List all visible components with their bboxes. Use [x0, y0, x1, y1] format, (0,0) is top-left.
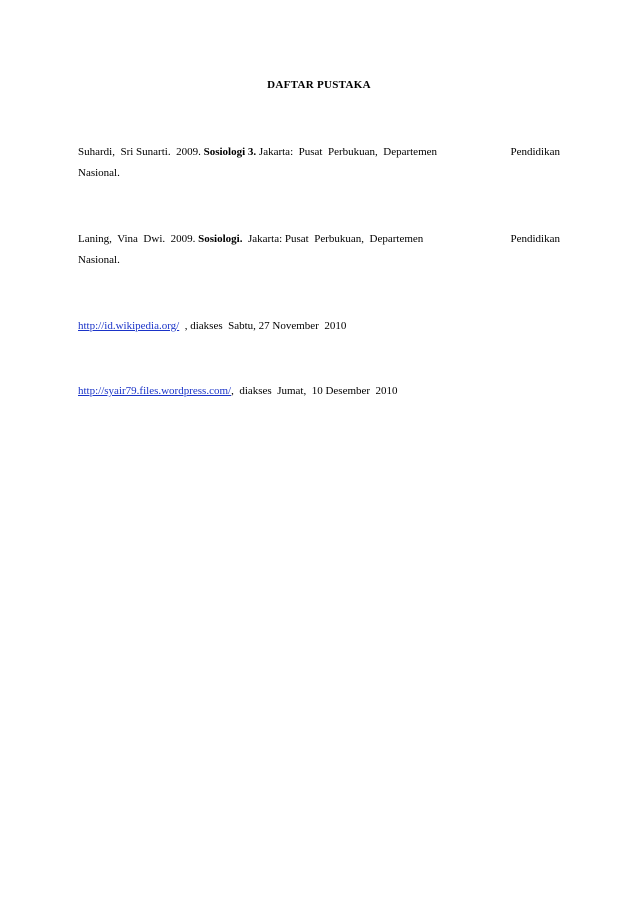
reference-publisher: Jakarta: Pusat Perbukuan, Departemen	[242, 233, 424, 245]
reference-continuation: Nasional.	[78, 254, 120, 266]
page-title: DAFTAR PUSTAKA	[267, 79, 371, 91]
web-source-access-note: , diakses Jumat, 10 Desember 2010	[231, 385, 398, 397]
reference-continuation: Nasional.	[78, 167, 120, 179]
reference-work-title: Sosiologi 3.	[203, 146, 257, 158]
web-source-access-note: , diakses Sabtu, 27 November 2010	[179, 320, 347, 332]
web-source-entry	[78, 385, 398, 397]
reference-first-line	[78, 229, 560, 250]
reference-work-title: Sosiologi.	[198, 233, 243, 245]
reference-line-end: Pendidikan	[510, 146, 560, 158]
web-source-link[interactable]: http://id.wikipedia.org/	[78, 320, 180, 332]
reference-main-text	[78, 229, 423, 250]
reference-publisher: Jakarta: Pusat Perbukuan, Departemen	[256, 146, 438, 158]
reference-entry	[78, 229, 560, 271]
reference-line-end: Pendidikan	[510, 233, 560, 245]
web-source-link[interactable]: http://syair79.files.wordpress.com/	[78, 385, 232, 397]
reference-entry	[78, 142, 560, 184]
reference-main-text	[78, 142, 437, 163]
reference-first-line	[78, 142, 560, 163]
web-source-entry	[78, 320, 346, 332]
reference-author: Laning, Vina Dwi. 2009.	[78, 233, 199, 245]
reference-author: Suhardi, Sri Sunarti. 2009.	[78, 146, 204, 158]
